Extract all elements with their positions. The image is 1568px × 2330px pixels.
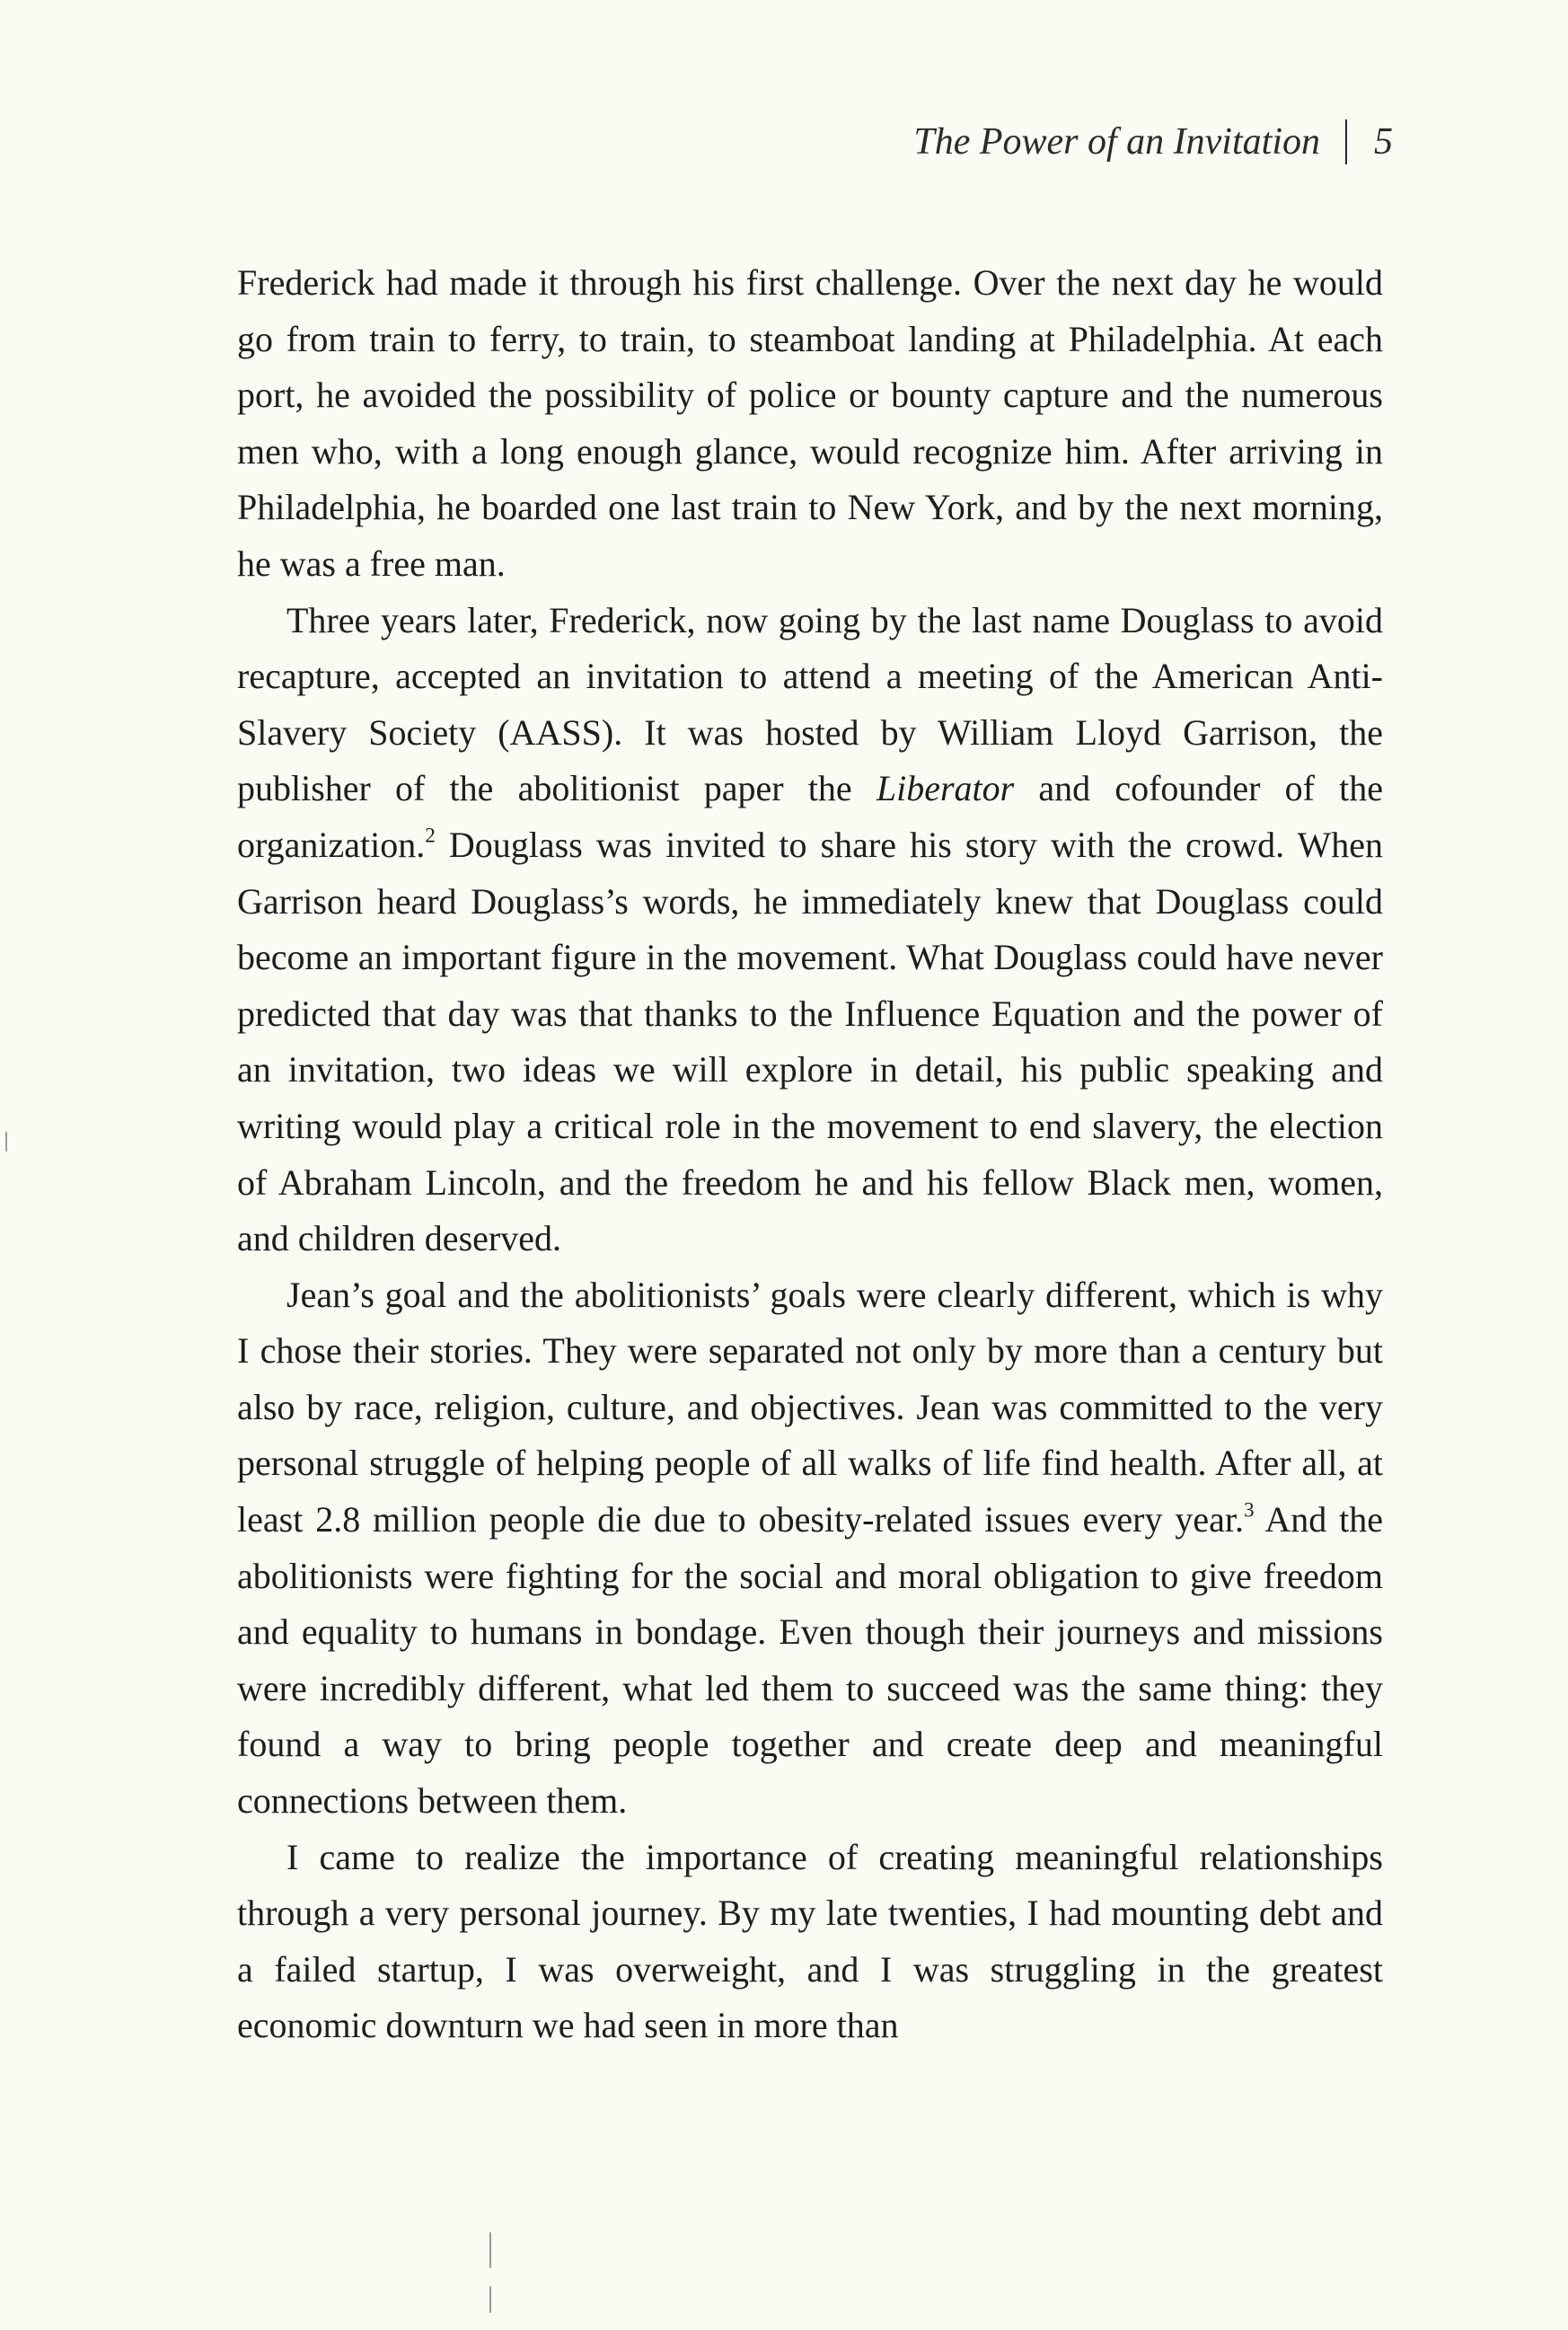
paragraph-2-text-a: Three years later, Frederick, now going by the last name Douglass to avoid recapture, accepted an invitation to attend a meeting of the American Anti-Slavery Society (AASS). It was hosted by William Lloyd Garrison, the publisher of the abolitionist paper the (237, 599, 1383, 809)
paragraph-1 (237, 255, 1383, 593)
scan-mark (5, 1132, 7, 1152)
paragraph-1-text: Frederick had made it through his first challenge. Over the next day he would go from train to ferry, to train, to steamboat landing at Philadelphia. At each port, he avoided the possibility of police or bounty capture and the numerous men who, with a long enough glance, would recognize him. After arriving in Philadelphia, he boarded one last train to New York, and by the next morning, he was a free man. (237, 262, 1383, 584)
paragraph-2-text-b: and cofounder of the organization. (237, 768, 1384, 865)
footnote-marker-2: 2 (425, 824, 436, 848)
paragraph-2 (237, 593, 1383, 1267)
scan-mark (489, 2232, 491, 2268)
paragraph-2-text-c: Douglass was invited to share his story with the crowd. When Garrison heard Douglass’s words, he immediately knew that Douglass could become an important figure in the movement. What Douglass could have never predicted that day was that thanks to the Influence Equation and the power of an invitation, two ideas we will explore in detail, his public speaking and writing would play a critical role in the movement to end slavery, the election of Abraham Lincoln, and the freedom he and his fellow Black men, women, and children deserved. (237, 824, 1384, 1259)
running-title: The Power of an Invitation (913, 121, 1320, 163)
header-separator (1345, 119, 1347, 164)
body-text (237, 255, 1383, 2054)
paragraph-4 (237, 1830, 1383, 2054)
page-number: 5 (1374, 121, 1393, 163)
running-header (913, 115, 1393, 169)
paragraph-3 (237, 1267, 1383, 1830)
paragraph-3-text-b: And the abolitionists were fighting for the social and moral obligation to give freedom and equality to humans in bondage. Even though their journeys and missions were incredibly different, what led them to succeed was the same thing: they found a way to bring people together and create deep and meaningful connections between them. (237, 1499, 1383, 1822)
footnote-marker-3: 3 (1244, 1498, 1255, 1522)
paragraph-3-text-a: Jean’s goal and the abolitionists’ goals were clearly different, which is why I chose their stories. They were separated not only by more than a century but also by race, religion, culture, and objectives. Jean was committed to the very personal struggle of helping people of all walks of life find health. After all, at least 2.8 million people die due to obesity-related issues every year. (237, 1274, 1383, 1540)
scan-mark (489, 2286, 491, 2313)
publication-title: Liberator (876, 768, 1015, 809)
paragraph-4-text: I came to realize the importance of creating meaningful relationships through a very personal journey. By my late twenties, I had mounting debt and a failed startup, I was overweight, and I was struggling in the greatest economic downturn we had seen in more than (237, 1836, 1383, 2046)
